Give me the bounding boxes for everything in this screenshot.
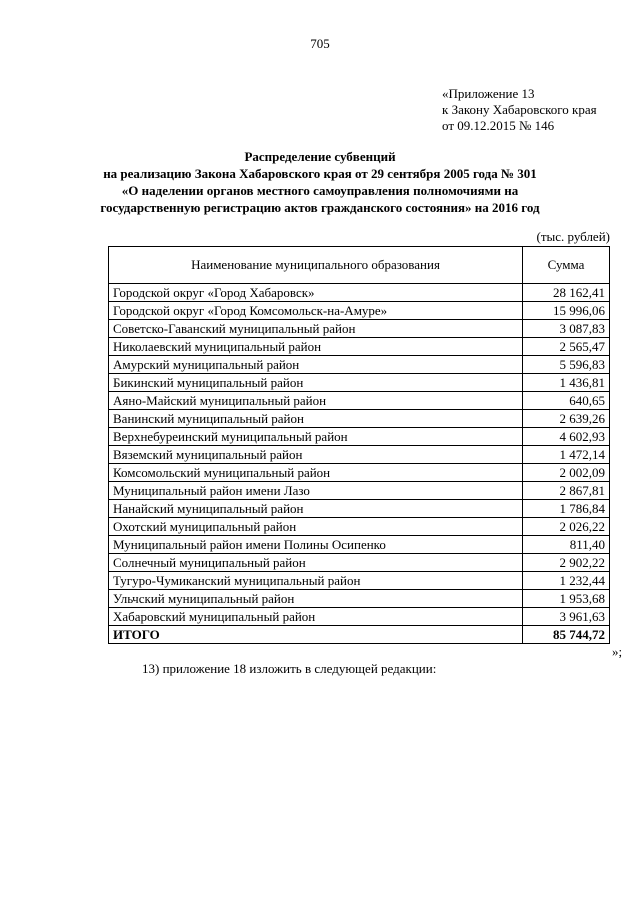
table-body: [109, 284, 610, 644]
municipality-name: Городской округ «Город Комсомольск-на-Амуре»: [109, 302, 523, 320]
appendix-line-3: от 09.12.2015 № 146: [442, 118, 555, 133]
document-title: [0, 148, 640, 216]
subvention-amount: 2 002,09: [523, 464, 610, 482]
municipality-name: Амурский муниципальный район: [109, 356, 523, 374]
table-row: [109, 320, 610, 338]
footer-text: 13) приложение 18 изложить в следующей редакции:: [142, 661, 437, 676]
header-amount: Сумма: [523, 247, 610, 284]
table-row: [109, 428, 610, 446]
subvention-amount: 2 639,26: [523, 410, 610, 428]
subvention-amount: 811,40: [523, 536, 610, 554]
units-label: (тыс. рублей): [536, 229, 610, 244]
subvention-amount: 15 996,06: [523, 302, 610, 320]
subvention-amount: 1 953,68: [523, 590, 610, 608]
subvention-amount: 2 867,81: [523, 482, 610, 500]
subvention-amount: 1 786,84: [523, 500, 610, 518]
municipality-name: Муниципальный район имени Полины Осипенко: [109, 536, 523, 554]
total-amount: 85 744,72: [523, 626, 610, 644]
municipality-name: Тугуро-Чумиканский муниципальный район: [109, 572, 523, 590]
subvention-amount: 4 602,93: [523, 428, 610, 446]
table-row: [109, 608, 610, 626]
total-label: ИТОГО: [109, 626, 523, 644]
municipality-name: Ульчский муниципальный район: [109, 590, 523, 608]
municipality-name: Николаевский муниципальный район: [109, 338, 523, 356]
table-row: [109, 338, 610, 356]
table-row: [109, 572, 610, 590]
subvention-amount: 3 087,83: [523, 320, 610, 338]
subvention-amount: 3 961,63: [523, 608, 610, 626]
appendix-reference: [442, 86, 597, 134]
table-row: [109, 410, 610, 428]
total-row: [109, 626, 610, 644]
page-number: 705: [310, 36, 330, 51]
subvention-amount: 1 436,81: [523, 374, 610, 392]
municipality-name: Вяземский муниципальный район: [109, 446, 523, 464]
table-row: [109, 590, 610, 608]
subvention-amount: 28 162,41: [523, 284, 610, 302]
municipality-name: Хабаровский муниципальный район: [109, 608, 523, 626]
title-line-3: «О наделении органов местного самоуправления полномочиями на: [121, 183, 519, 198]
appendix-line-1: «Приложение 13: [442, 86, 535, 101]
table-row: [109, 464, 610, 482]
table-header-row: [109, 247, 610, 284]
subvention-amount: 2 026,22: [523, 518, 610, 536]
table-row: [109, 554, 610, 572]
table-row: [109, 392, 610, 410]
table-row: [109, 482, 610, 500]
table-row: [109, 356, 610, 374]
municipality-name: Солнечный муниципальный район: [109, 554, 523, 572]
table-row: [109, 500, 610, 518]
subvention-amount: 640,65: [523, 392, 610, 410]
subvention-amount: 2 902,22: [523, 554, 610, 572]
municipality-name: Аяно-Майский муниципальный район: [109, 392, 523, 410]
table-row: [109, 374, 610, 392]
municipality-name: Муниципальный район имени Лазо: [109, 482, 523, 500]
table-row: [109, 302, 610, 320]
municipality-name: Бикинский муниципальный район: [109, 374, 523, 392]
subvention-amount: 5 596,83: [523, 356, 610, 374]
table-row: [109, 536, 610, 554]
subvention-amount: 2 565,47: [523, 338, 610, 356]
municipality-name: Нанайский муниципальный район: [109, 500, 523, 518]
table-row: [109, 518, 610, 536]
table-row: [109, 446, 610, 464]
title-line-2: на реализацию Закона Хабаровского края от 29 сентября 2005 года № 301: [103, 166, 537, 181]
table-row: [109, 284, 610, 302]
subventions-table: [108, 246, 610, 644]
municipality-name: Советско-Гаванский муниципальный район: [109, 320, 523, 338]
subvention-amount: 1 472,14: [523, 446, 610, 464]
municipality-name: Ванинский муниципальный район: [109, 410, 523, 428]
title-line-4: государственную регистрацию актов гражданского состояния» на 2016 год: [100, 200, 540, 215]
title-line-1: Распределение субвенций: [244, 149, 396, 164]
appendix-line-2: к Закону Хабаровского края: [442, 102, 597, 117]
header-name: Наименование муниципального образования: [109, 247, 523, 284]
municipality-name: Городской округ «Город Хабаровск»: [109, 284, 523, 302]
subvention-amount: 1 232,44: [523, 572, 610, 590]
municipality-name: Охотский муниципальный район: [109, 518, 523, 536]
municipality-name: Комсомольский муниципальный район: [109, 464, 523, 482]
municipality-name: Верхнебуреинский муниципальный район: [109, 428, 523, 446]
closing-quote: »;: [612, 644, 623, 659]
